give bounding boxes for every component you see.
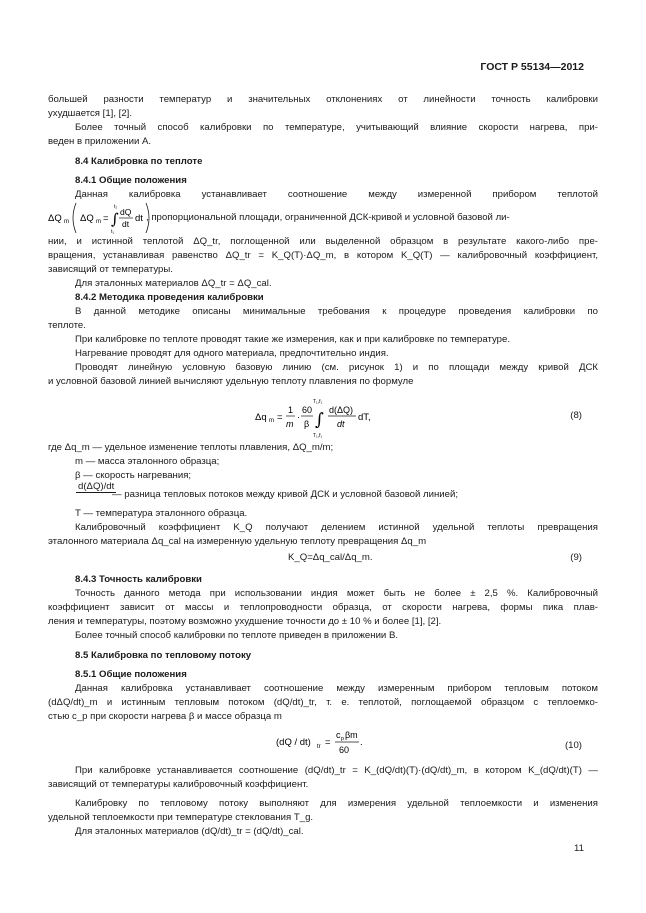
text-line: Нагревание проводят для одного материала, предпочтительно индия.: [75, 348, 389, 359]
svg-text:d(ΔQ): d(ΔQ): [329, 405, 354, 415]
section-heading-8-4-2: 8.4.2 Методика проведения калибровки: [75, 292, 264, 303]
formula-10: [276, 728, 372, 761]
svg-text:1: 1: [288, 405, 294, 415]
text-line: эталонного материала Δq_cal на измеренную удельную теплоту превращения Δq_m: [48, 536, 427, 547]
text-line: нии, и истинной теплотой ΔQ_tr, поглощенной или выделенной образцом в результате какого-либо пре-: [48, 236, 598, 247]
formula-8: [255, 396, 405, 443]
text-line: , пропорциональной площади, ограниченной ДСК-кривой и условной базовой ли-: [146, 212, 510, 223]
inline-formula-delta-q-m: [48, 200, 160, 234]
section-heading-8-4: 8.4 Калибровка по теплоте: [75, 156, 203, 167]
formula-graphic: [255, 396, 405, 440]
text-line: Калибровочный коэффициент K_Q получают делением истинной удельной теплоты превращения: [75, 522, 598, 533]
section-heading-8-4-1: 8.4.1 Общие положения: [75, 175, 187, 186]
where-line: m — масса эталонного образца;: [75, 456, 220, 467]
svg-text:c: c: [336, 730, 341, 740]
fraction-text: d(ΔQ)/dt: [78, 481, 115, 492]
text-line: коэффициент зависит от массы и теплопроводности образца, от скорости нагрева, формы пика плав-: [48, 602, 598, 613]
formula-graphic: [276, 728, 372, 758]
text-line: и условной базовой линией вычисляют удельную теплоту плавления по формуле: [48, 376, 414, 387]
text-line: Данная калибровка устанавливает соотношение между измеренным прибором тепловым потоком: [75, 683, 598, 694]
text-line: Калибровку по тепловому потоку выполняют для измерения удельной теплоемкости и изменения: [75, 798, 598, 809]
svg-text:·: ·: [297, 412, 300, 422]
text-line: Для эталонных материалов ΔQ_tr = ΔQ_cal.: [75, 278, 272, 289]
where-line: — разница тепловых потоков между кривой ДСК и условной базовой линией;: [112, 489, 459, 500]
svg-text:60: 60: [302, 405, 313, 415]
text-line: веден в приложении А.: [48, 136, 152, 147]
text-line: В данной методике описаны минимальные требования к процедуре проведения калибровки по: [75, 306, 598, 317]
svg-text:=: =: [325, 737, 331, 748]
formula-9: K_Q=Δq_cal/Δq_m.: [288, 552, 373, 563]
svg-text:∫: ∫: [111, 210, 119, 228]
text-line: зависящий от температуры калибровочный коэффициент.: [48, 779, 309, 790]
equation-number-9: (9): [570, 552, 582, 563]
svg-text:dT,: dT,: [358, 412, 371, 423]
section-heading-8-4-3: 8.4.3 Точность калибровки: [75, 574, 202, 585]
text-line: удельной теплоемкости при температуре стеклования T_g.: [48, 812, 314, 823]
svg-text:ΔQ: ΔQ: [80, 213, 94, 224]
where-line: T — температура эталонного образца.: [75, 508, 248, 519]
svg-text:p: p: [341, 736, 345, 742]
text-line: (dΔQ/dt)_m и истинным тепловым потоком (dQ/dt)_tr, т. е. теплотой, поглощаемой образцом с теплоемко-: [48, 697, 598, 708]
text-line: вращения, устанавливая равенство ΔQ_tr = K_Q(T)·ΔQ_m, в котором K_Q(T) — калибровочный коэффициент,: [48, 250, 598, 261]
fraction-d-delta-q-dt: [76, 481, 116, 504]
svg-text:.: .: [360, 737, 363, 748]
svg-text:=: =: [277, 412, 283, 423]
text-line: Данная калибровка устанавливает соотношение между измеренной прибором теплотой: [75, 189, 598, 200]
svg-text:m: m: [64, 219, 69, 225]
text-line: Более точный способ калибровки по теплоте приведен в приложении В.: [75, 630, 399, 641]
where-line: где Δq_m — удельное изменение теплоты плавления, ΔQ_m/m;: [48, 442, 334, 453]
text-line: Проводят линейную условную базовую линию (см. рисунок 1) и по площади между кривой ДСК: [75, 362, 598, 373]
text-line: большей разности температур и значительных отклонениях от линейности точность калибровки: [48, 94, 598, 105]
svg-text:m: m: [269, 418, 274, 424]
svg-text:Δq: Δq: [255, 412, 267, 423]
svg-text:t₁: t₁: [111, 229, 115, 235]
svg-text:t₂: t₂: [114, 204, 118, 210]
svg-text:dQ: dQ: [120, 207, 132, 217]
page-number: 11: [574, 843, 584, 854]
text-line: зависящий от температуры.: [48, 264, 173, 275]
text-line: стью c_p при скорости нагрева β и массе образца m: [48, 711, 282, 722]
section-heading-8-5: 8.5 Калибровка по тепловому потоку: [75, 650, 252, 661]
svg-text:m: m: [286, 419, 294, 429]
text-line: Точность данного метода при использовании индия может быть не более ± 2,5 %. Калибровочный: [75, 588, 598, 599]
svg-text:(dQ / dt): (dQ / dt): [276, 737, 311, 748]
text-line: При калибровке по теплоте проводят такие же измерения, как и при калибровке по температуре.: [75, 334, 511, 345]
equation-number-10: (10): [564, 740, 582, 751]
svg-text:dt: dt: [337, 419, 345, 429]
text-line: ления и температуры, поэтому возможно ухудшение точности до ± 10 % и более [1], [2].: [48, 616, 442, 627]
svg-text:T₁,f₂: T₁,f₂: [313, 399, 323, 405]
formula-graphic: [48, 200, 160, 236]
svg-text:m: m: [96, 219, 101, 225]
where-line: β — скорость нагревания;: [75, 470, 192, 481]
equation-number-8: (8): [570, 410, 582, 421]
svg-text:60: 60: [339, 745, 350, 755]
svg-text:β: β: [304, 419, 310, 429]
text-line: Более точный способ калибровки по температуре, учитывающий влияние скорости нагрева, при-: [75, 122, 598, 133]
svg-text:ΔQ: ΔQ: [48, 213, 62, 224]
document-id-header: ГОСТ Р 55134—2012: [480, 61, 584, 73]
svg-text:=: =: [103, 213, 109, 224]
section-heading-8-5-1: 8.5.1 Общие положения: [75, 669, 187, 680]
svg-text:tr: tr: [317, 744, 321, 750]
svg-text:∫: ∫: [315, 410, 324, 430]
text-line: Для эталонных материалов (dQ/dt)_tr = (dQ/dt)_cal.: [75, 826, 304, 837]
text-line: теплоте.: [48, 320, 86, 331]
svg-text:dt: dt: [122, 219, 130, 229]
svg-text:T₁,f₁: T₁,f₁: [313, 433, 323, 439]
svg-text:βm: βm: [345, 730, 358, 740]
text-line: При калибровке устанавливается соотношение (dQ/dt)_tr = K_(dQ/dt)(T)·(dQ/dt)_m, в котором K_(dQ/dt)(T) —: [75, 765, 598, 776]
svg-text:dt: dt: [135, 213, 143, 224]
text-line: ухудшается [1], [2].: [48, 108, 132, 119]
